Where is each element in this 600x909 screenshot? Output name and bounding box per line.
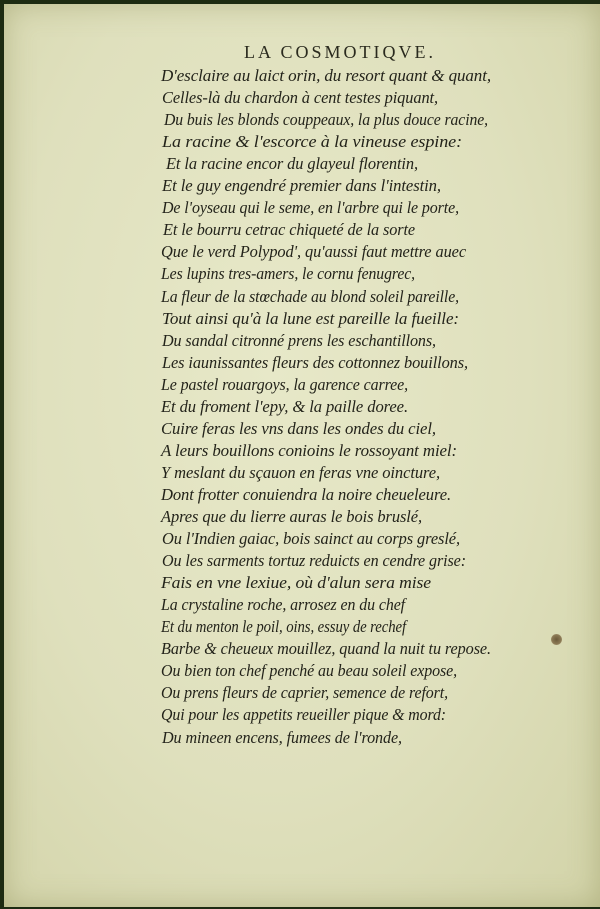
verse-line: Cuire feras les vns dans les ondes du ciel, [161, 418, 436, 438]
verse-line: Ou les sarments tortuz reduicts en cendre grise: [162, 551, 466, 571]
verse-line: Et du froment l'epy, & la paille doree. [161, 396, 408, 416]
verse-line: Apres que du lierre auras le bois bruslé, [161, 507, 422, 526]
verse-line: D'esclaire au laict orin, du resort quant & quant, [161, 66, 491, 85]
verse-line: Le pastel rouargoys, la garence carree, [161, 374, 408, 394]
verse-line: La fleur de la stœchade au blond soleil pareille, [161, 286, 459, 306]
verse-line: De l'oyseau qui le seme, en l'arbre qui le porte, [162, 198, 459, 218]
paper-stain [551, 634, 562, 645]
verse-line: Ou bien ton chef penché au beau soleil expose, [161, 661, 457, 681]
verse-line: Et la racine encor du glayeul florentin, [166, 154, 418, 174]
verse-line: Et du menton le poil, oins, essuy de rechef [161, 617, 406, 637]
verse-line: Tout ainsi qu'à la lune est pareille la fueille: [162, 308, 459, 328]
verse-line: La racine & l'escorce à la vineuse espine: [162, 132, 462, 152]
verse-line: Qui pour les appetits reueiller pique & mord: [161, 705, 446, 725]
verse-line: La crystaline roche, arrosez en du chef [161, 595, 405, 615]
book-page [4, 4, 600, 907]
verse-line: Dont frotter conuiendra la noire cheueleure. [161, 484, 451, 504]
verse-line: Ou prens fleurs de caprier, semence de refort, [161, 683, 448, 703]
verse-line: Les iaunissantes fleurs des cottonnez bouillons, [162, 352, 468, 372]
verse-line: Fais en vne lexiue, où d'alun sera mise [161, 573, 431, 593]
verse-line: Barbe & cheueux mouillez, quand la nuit tu repose. [161, 639, 491, 659]
verse-line: Que le verd Polypod', qu'aussi faut mettre auec [161, 242, 466, 262]
verse-line: Du sandal citronné prens les eschantillons, [162, 330, 436, 350]
running-head: LA COSMOTIQVE. [244, 42, 437, 62]
verse-block [4, 4, 600, 907]
verse-line: Et le guy engendré premier dans l'intestin, [162, 176, 441, 196]
verse-line: Ou l'Indien gaiac, bois sainct au corps greslé, [162, 529, 460, 549]
verse-line: Les lupins tres-amers, le cornu fenugrec, [161, 264, 415, 284]
verse-line: Du mineen encens, fumees de l'ronde, [162, 727, 402, 747]
verse-line: Celles-là du chardon à cent testes piquant, [162, 88, 438, 108]
verse-line: Et le bourru cetrac chiqueté de la sorte [163, 220, 415, 240]
verse-line: Y meslant du sçauon en feras vne oincture, [161, 462, 440, 482]
verse-line: Du buis les blonds couppeaux, la plus douce racine, [164, 110, 488, 130]
verse-line: A leurs bouillons conioins le rossoyant miel: [161, 440, 457, 460]
